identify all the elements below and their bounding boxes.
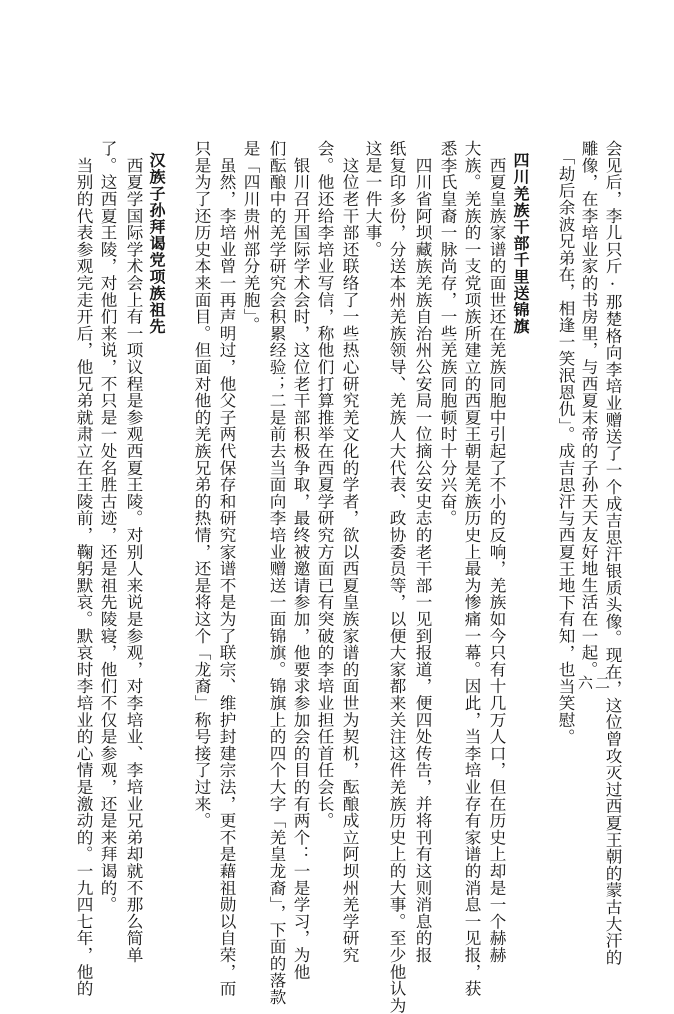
text-column: 当别的代表参观完走开后，他兄弟就肃立在王陵前，鞠躬默哀。默哀时李培业的心情是激动的。一九四七年，他的 xyxy=(74,140,93,997)
text-column: 只是为了还历史本来面目。但面对他的羌族兄弟的热情，还是将这个「龙裔」称号接了过来。 xyxy=(192,140,211,829)
section-heading: 汉族子孙拜谒党项族祖先 xyxy=(147,152,166,335)
text-column: 纸复印多份，分送本州羌族领导、羌族人大代表、政协委员等，以便大家都来关注这件羌族历史上的大事。至少他认为 xyxy=(387,140,406,1014)
text-column: 了。这西夏王陵，对他们来说，不只是一处名胜古迹，还是祖先陵寝，他们不仅是参观，还是来拜谒的。 xyxy=(98,140,117,913)
text-column: 雕像，在李培业家的书房里，与西夏末帝的子孙天天友好地生活在一起。 xyxy=(579,140,598,678)
text-column: 西夏学国际学术会上有一项议程是参观西夏王陵。对别人来说是参观，对李培业、李培业兄弟却就不那么简单 xyxy=(124,140,143,964)
text-column: 会。他还给李培业写信，称他们打算推举在西夏学研究方面已有突破的李培业担任首任会长。 xyxy=(315,140,334,829)
text-column: 「劫后余波兄弟在，相逢一笑泯恩仇」。成吉思汗与西夏王地下有知，也当笑慰。 xyxy=(556,140,575,745)
text-column: 们酝酿中的羌学研究会积累经验；二是前去当面向李培业赠送一面锦旗。锦旗上的四个大字「羌皇龙裔」，下面的落款 xyxy=(267,140,286,1006)
text-column: 大族。羌族的一支党项族所建立的西夏王朝是羌族历史上最为惨痛一幕。因此，当李培业存有家谱的消息一见报，获 xyxy=(462,140,481,997)
page-number: 六二 xyxy=(578,674,613,692)
text-column: 是「四川贵州部分羌胞」。 xyxy=(241,140,260,334)
text-column: 虽然，李培业曾一再声明过，他父子两代保存和研究家谱不是为了联宗、维护封建宗法，更不是藉祖勋以自荣，而 xyxy=(217,140,236,997)
text-column: 这是一件大事。 xyxy=(363,140,382,258)
text-column: 会见后，李儿只斤·那楚格向李培业赠送了一个成吉思汗银质头像。现在，这位曾攻灭过西夏王朝的蒙古大汗的 xyxy=(603,140,622,966)
text-column: 这位老干部还联络了一些热心研究羌文化的学者，欲以西夏皇族家谱的面世为契机，酝酿成立阿坝州羌学研究 xyxy=(340,140,359,964)
text-column: 银川召开国际学术会时，这位老干部积极争取，最终被邀请参加，他要求参加会的目的有两个：一是学习，为他 xyxy=(291,140,310,980)
section-heading: 四川羌族干部千里送锦旗 xyxy=(511,152,530,335)
text-column: 悉李氏皇裔一脉尚存，一些羌族同胞顿时十分兴奋。 xyxy=(438,140,457,527)
text-column: 四川省阿坝藏族羌族自治州公安局一位摘公安史志的老干部一见到报道，便四处传告，并将刊有这则消息的报 xyxy=(413,140,432,964)
text-column: 西夏皇族家谱的面世还在羌族同胞中引起了不小的反响，羌族如今只有十几万人口，但在历史上却是一个赫赫 xyxy=(487,140,506,964)
